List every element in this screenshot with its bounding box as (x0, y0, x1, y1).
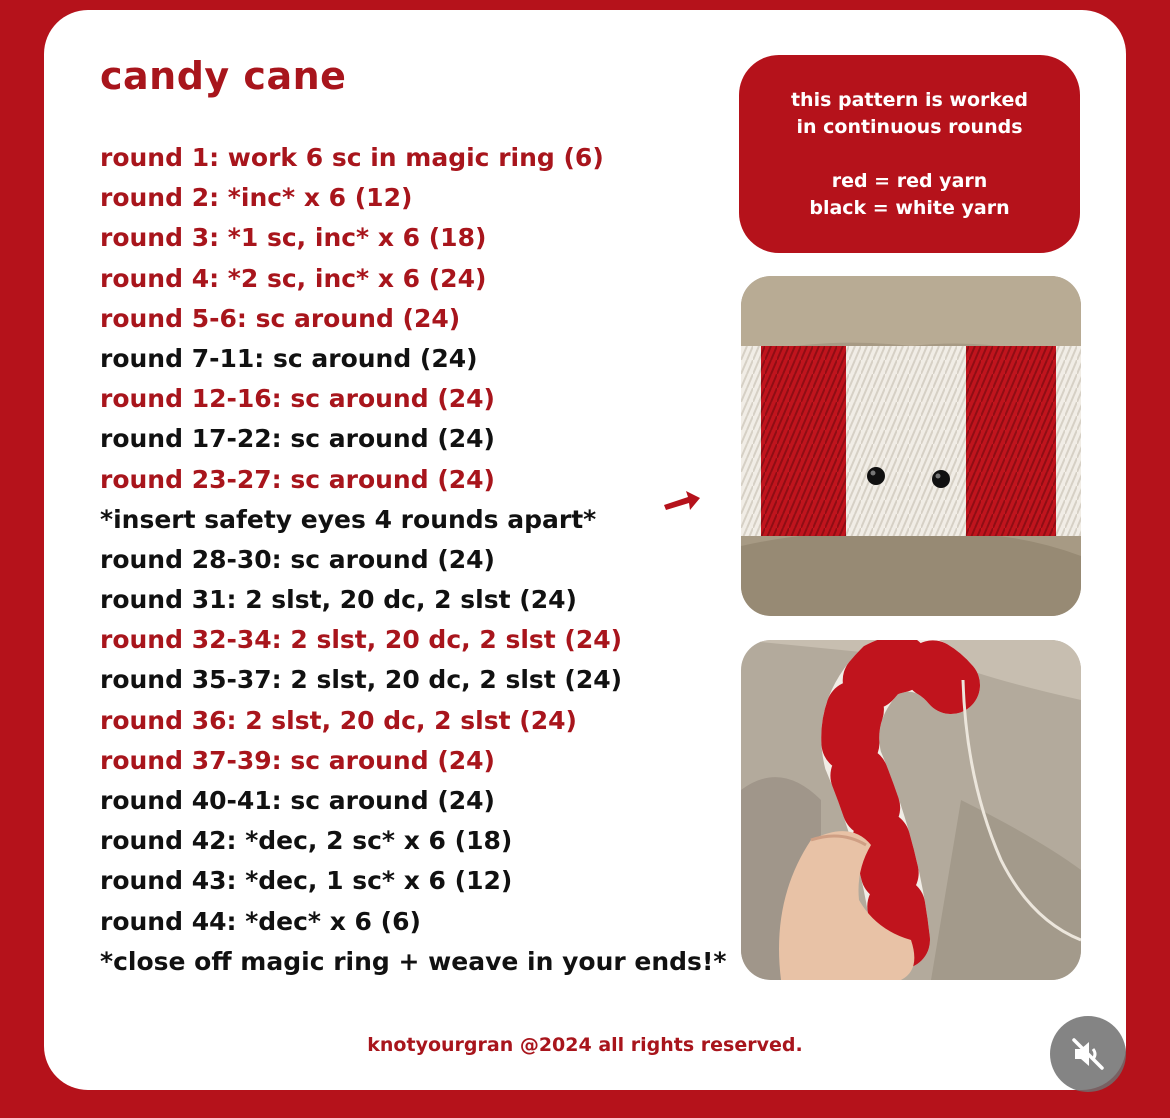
pattern-note-box (739, 55, 1080, 253)
round-line: *insert safety eyes 4 rounds apart* (100, 504, 597, 534)
round-line: round 36: 2 slst, 20 dc, 2 slst (24) (100, 705, 577, 735)
round-line: round 3: *1 sc, inc* x 6 (18) (100, 223, 487, 253)
speaker-muted-icon (1070, 1036, 1106, 1072)
round-line: round 28-30: sc around (24) (100, 544, 495, 574)
page-title: candy cane (100, 54, 347, 98)
mute-toggle-button[interactable] (1050, 1016, 1126, 1092)
round-line: round 35-37: 2 slst, 20 dc, 2 slst (24) (100, 665, 623, 695)
arrow-right-icon (662, 488, 702, 514)
round-line: round 32-34: 2 slst, 20 dc, 2 slst (24) (100, 625, 623, 655)
round-line: round 5-6: sc around (24) (100, 303, 461, 333)
round-line: round 23-27: sc around (24) (100, 464, 495, 494)
note-line: red = red yarn (831, 169, 988, 192)
round-line: round 12-16: sc around (24) (100, 384, 495, 414)
photo-tube-with-eyes (741, 276, 1081, 616)
round-line: round 1: work 6 sc in magic ring (6) (100, 143, 604, 172)
photo-finished-candy-cane (741, 640, 1081, 980)
round-line: *close off magic ring + weave in your ends!* (100, 946, 727, 976)
round-line: round 2: *inc* x 6 (12) (100, 183, 413, 213)
round-line: round 4: *2 sc, inc* x 6 (24) (100, 263, 487, 293)
round-line: round 17-22: sc around (24) (100, 424, 495, 454)
round-line: round 44: *dec* x 6 (6) (100, 906, 421, 936)
round-line: round 42: *dec, 2 sc* x 6 (18) (100, 826, 513, 856)
copyright-footer: knotyourgran @2024 all rights reserved. (367, 1034, 803, 1056)
note-line: this pattern is worked (790, 88, 1029, 111)
note-line: in continuous rounds (796, 115, 1023, 138)
round-line: round 40-41: sc around (24) (100, 786, 495, 815)
round-line: round 31: 2 slst, 20 dc, 2 slst (24) (100, 585, 577, 615)
round-line: round 43: *dec, 1 sc* x 6 (12) (100, 866, 513, 896)
rounds-list (100, 138, 726, 982)
round-line: round 37-39: sc around (24) (100, 745, 495, 775)
round-line: round 7-11: sc around (24) (100, 343, 478, 373)
note-line: black = white yarn (809, 196, 1010, 219)
pattern-card (44, 10, 1126, 1090)
